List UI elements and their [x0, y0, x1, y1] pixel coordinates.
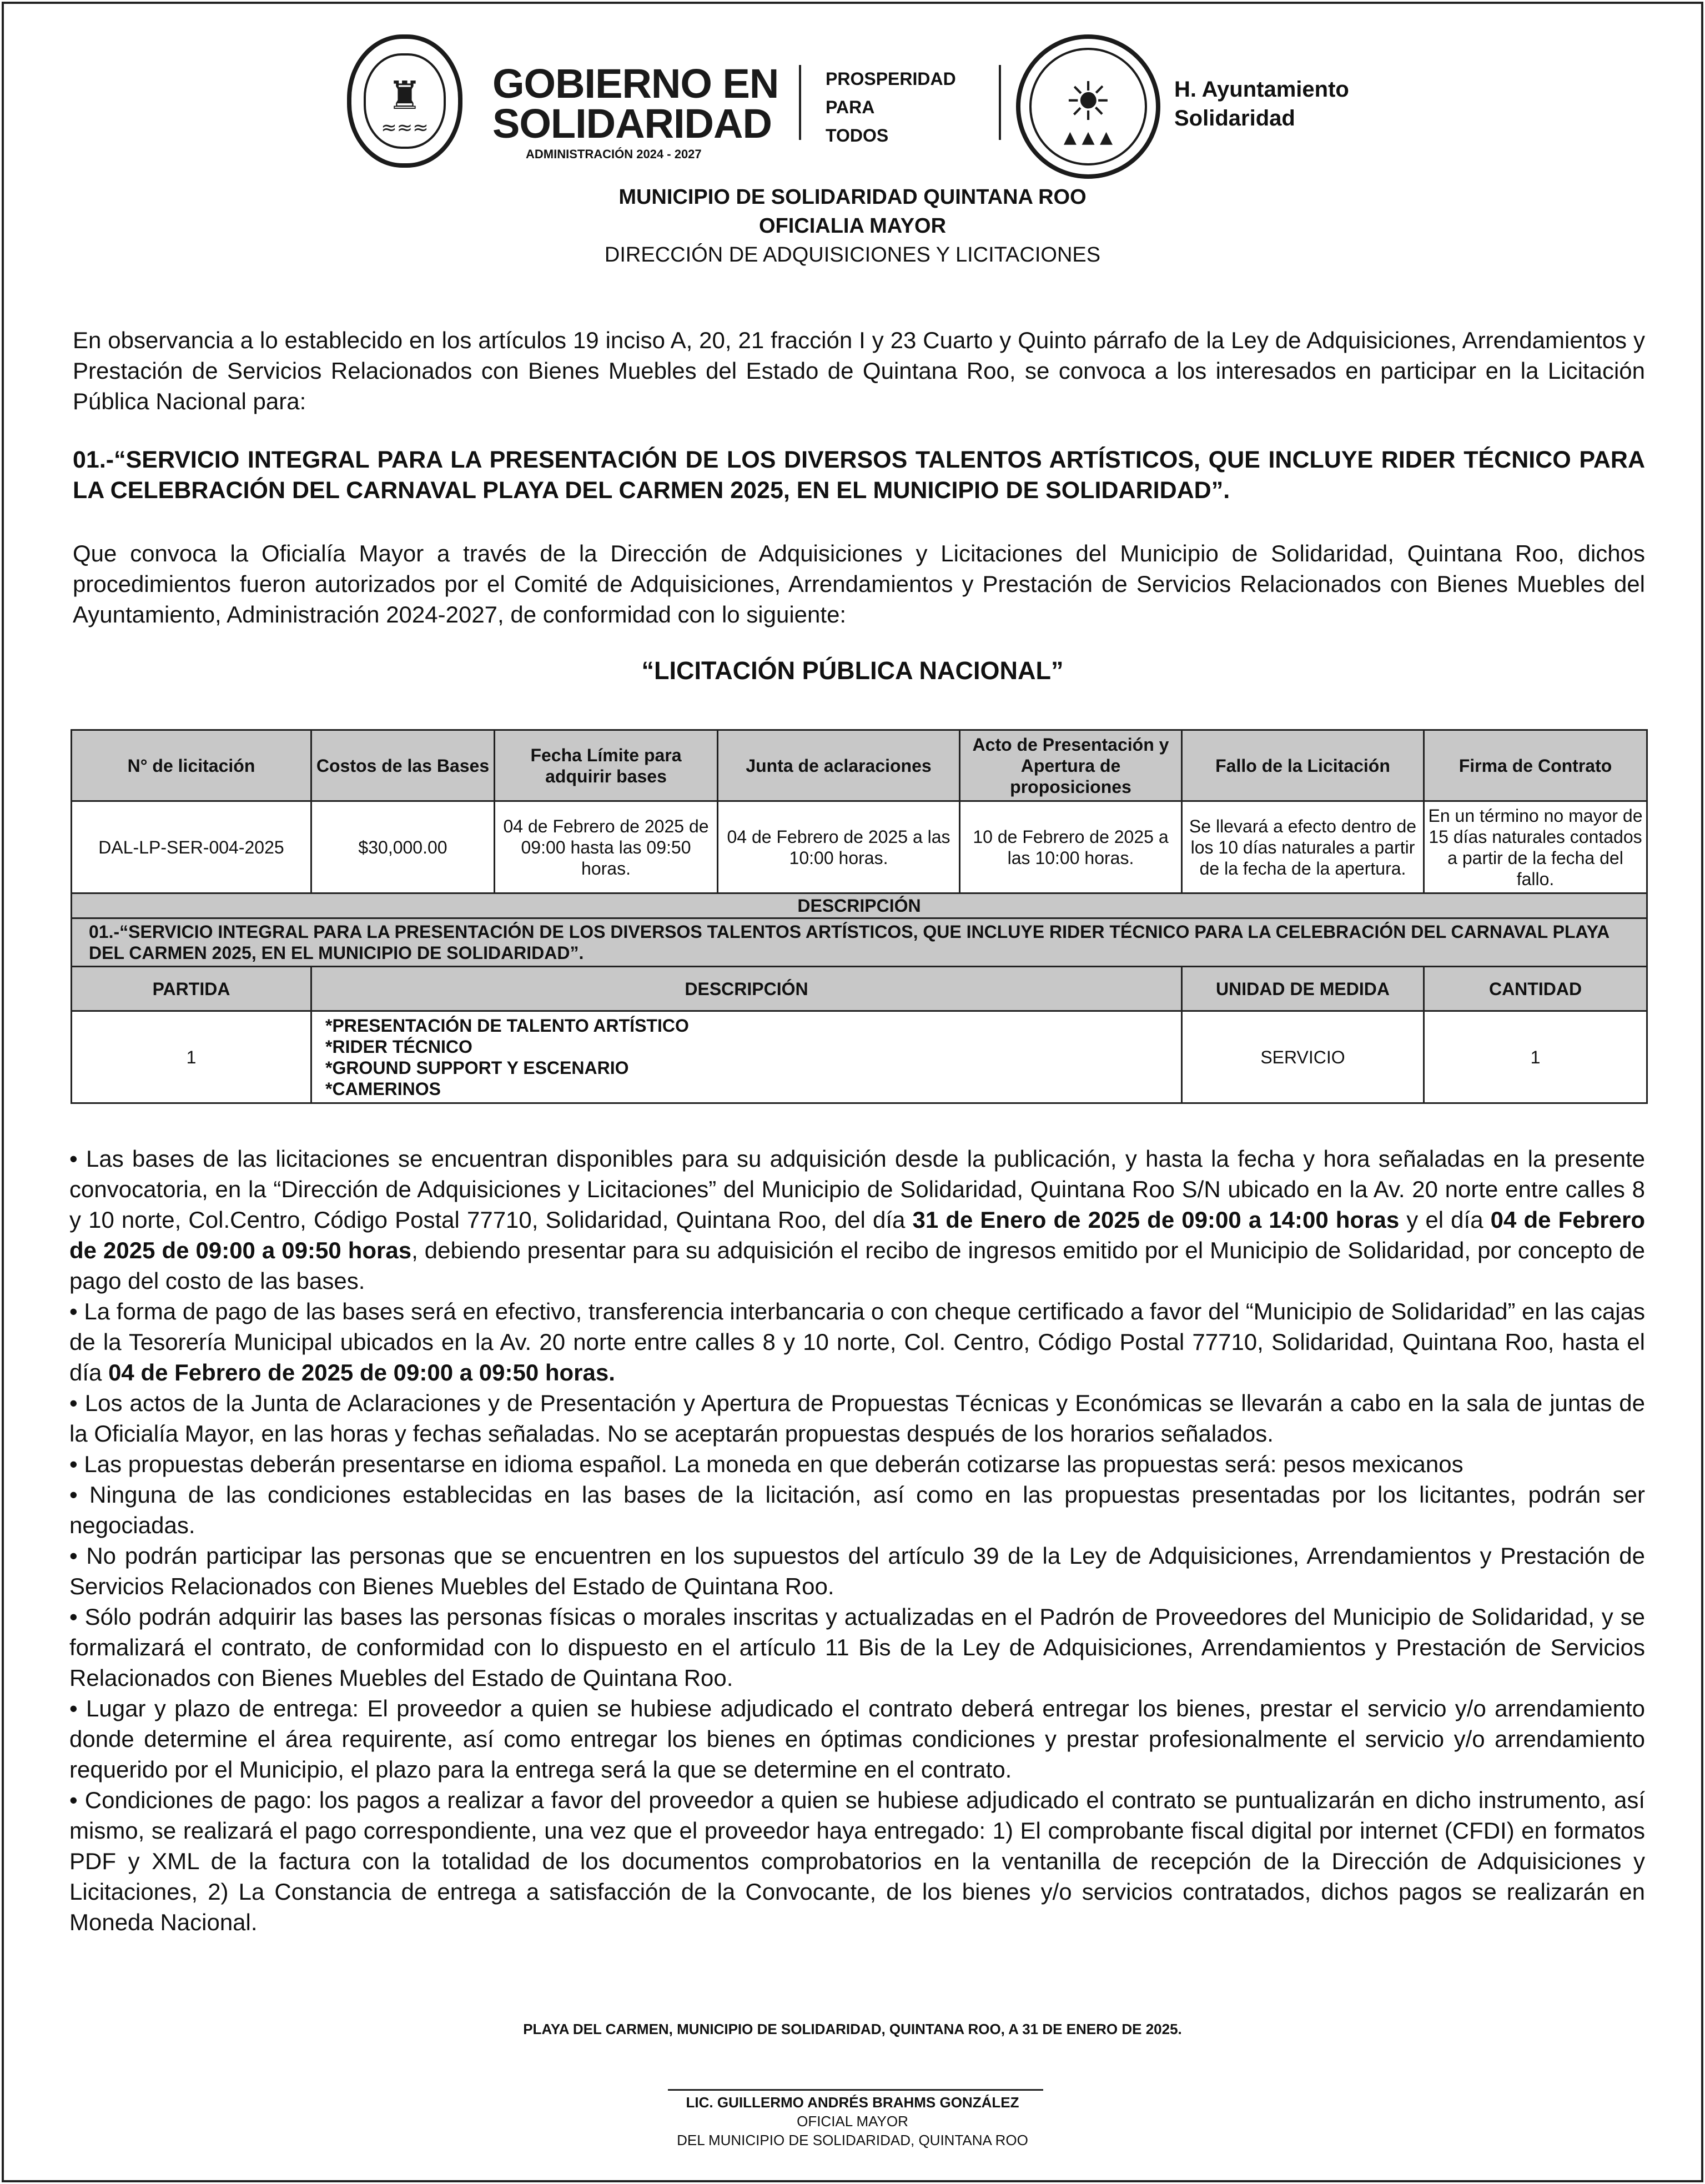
table-cell: 10 de Febrero de 2025 a las 10:00 horas. — [960, 801, 1182, 893]
list-item: • Las bases de las licitaciones se encuentran disponibles para su adquisición desde la publicación, y hasta la fecha y hora señaladas en la presente convocatoria, en la “Dirección de Adquisiciones y Licitaciones” del Municipio de Solidaridad, Quintana Roo S/N ubicado en la Av. 20 norte entre calles 8 y 10 norte, Col.Centro, Código Postal 77710, Solidaridad, Quintana Roo, del día 31 de Enero de 2025 de 09:00 a 14:00 horas y el día 04 de Febrero de 2025 de 09:00 a 09:50 horas, debiendo presentar para su adquisición el recibo de ingresos emitido por el Municipio de Solidaridad, por concepto de pago del costo de las bases. — [69, 1146, 1645, 1294]
unidad-cell: SERVICIO — [1182, 1011, 1424, 1103]
list-item: • Lugar y plazo de entrega: El proveedor a quien se hubiese adjudicado el contrato deberá entregar los bienes, prestar el servicio y/o arrendamiento donde determine el área requirente, así como entregar los bienes en óptimas condiciones y prestar profesionalmente el servicio y/o arrendamiento requerido por el Municipio, el plazo para la entrega será la que se determine en el contrato. — [69, 1695, 1645, 1783]
administration-period: ADMINISTRACIÓN 2024 - 2027 — [526, 147, 702, 161]
descripcion-label-row — [72, 893, 1647, 918]
ayuntamiento-seal-logo: ☀ ▲ ▲ ▲ — [1016, 34, 1160, 179]
municipal-coat-of-arms-logo: ♜ ≈≈≈ — [347, 34, 462, 168]
list-item: • Condiciones de pago: los pagos a realizar a favor del proveedor a quien se hubiese adjudicado el contrato se puntualizarán en dicho instrumento, así mismo, se realizará el pago correspondiente, una vez que el proveedor haya entregado: 1) El comprobante fiscal digital por internet (CFDI) en formatos PDF y XML de la factura con la totalidad de los documentos comprobatorios en la ventanilla de recepción de la Dirección de Adquisiciones y Licitaciones, 2) La Constancia de entrega a satisfacción de la Convocante, de los bienes y/o servicios contratados, dichos pagos se realizarán en Moneda Nacional. — [69, 1787, 1645, 1935]
header-cell: DESCRIPCIÓN — [311, 967, 1182, 1011]
table-cell: $30,000.00 — [311, 801, 495, 893]
divider — [799, 65, 801, 140]
convoca-paragraph: Que convoca la Oficialía Mayor a través de la Dirección de Adquisiciones y Licitaciones del Municipio de Solidaridad, Quintana Roo, dichos procedimientos fueron autorizados por el Comité de Adquisiciones, Arrendamientos y Prestación de Servicios Relacionados con Bienes Muebles del Ayuntamiento, Administración 2024-2027, de conformidad con lo siguiente: — [73, 540, 1645, 627]
signature-block — [4, 2093, 1701, 2150]
oficialia-heading: OFICIALIA MAYOR — [758, 214, 947, 238]
licitacion-heading: “LICITACIÓN PÚBLICA NACIONAL” — [641, 656, 1064, 685]
divider — [999, 65, 1001, 140]
table-cell: Se llevará a efecto dentro de los 10 días naturales a partir de la fecha de la apertura. — [1182, 801, 1424, 893]
document-headings — [4, 183, 1701, 269]
direccion-heading: DIRECCIÓN DE ADQUISICIONES Y LICITACIONES — [604, 243, 1101, 267]
list-item: • Los actos de la Junta de Aclaraciones y de Presentación y Apertura de Propuestas Técnicas y Económicas se llevarán a cabo en la sala de juntas de la Oficialía Mayor, en las horas y fechas señaladas. No se aceptarán propuestas después de los horarios señalados. — [69, 1390, 1645, 1447]
descripcion-label: DESCRIPCIÓN — [72, 893, 1647, 918]
partida-cell: 1 — [72, 1011, 311, 1103]
header-cell: Fallo de la Licitación — [1182, 730, 1424, 801]
table-cell: En un término no mayor de 15 días naturales contados a partir de la fecha del fallo. — [1424, 801, 1647, 893]
table-cell: DAL-LP-SER-004-2025 — [72, 801, 311, 893]
descripcion-text: 01.-“SERVICIO INTEGRAL PARA LA PRESENTACIÓN DE LOS DIVERSOS TALENTOS ARTÍSTICOS, QUE INCLUYE RIDER TÉCNICO PARA LA CELEBRACIÓN DEL CARNAVAL PLAYA DEL CARMEN 2025, EN EL MUNICIPIO DE SOLIDARIDAD”. — [72, 918, 1647, 967]
list-item: • Ninguna de las condiciones establecidas en las bases de la licitación, así como en las propuestas presentadas por los licitantes, podrán ser negociadas. — [69, 1482, 1645, 1538]
signature-line — [668, 2089, 1043, 2091]
table-cell: 04 de Febrero de 2025 a las 10:00 horas. — [718, 801, 960, 893]
cantidad-cell: 1 — [1424, 1011, 1647, 1103]
government-logo-title: GOBIERNO EN SOLIDARIDAD — [492, 61, 779, 147]
item-header-row — [72, 967, 1647, 1011]
place-date: PLAYA DEL CARMEN, MUNICIPIO DE SOLIDARIDAD, QUINTANA ROO, A 31 DE ENERO DE 2025. — [523, 2021, 1182, 2037]
header-cell: Acto de Presentación y Apertura de proposiciones — [960, 730, 1182, 801]
conditions-list — [69, 1143, 1645, 1937]
list-item: • Sólo podrán adquirir las bases las personas físicas o morales inscritas y actualizadas en el Padrón de Proveedores del Municipio de Solidaridad, y se formalizará el contrato, de conformidad con lo dispuesto en el artículo 11 Bis de la Ley de Adquisiciones, Arrendamientos y Prestación de Servicios Relacionados con Bienes Muebles del Estado de Quintana Roo. — [69, 1604, 1645, 1691]
table-header-row — [72, 730, 1647, 801]
header-cell: Junta de aclaraciones — [718, 730, 960, 801]
table-cell: 04 de Febrero de 2025 de 09:00 hasta las 09:50 horas. — [495, 801, 718, 893]
header-cell: N° de licitación — [72, 730, 311, 801]
signatory-name: LIC. GUILLERMO ANDRÉS BRAHMS GONZÁLEZ — [686, 2094, 1019, 2111]
slogan: PROSPERIDAD PARA TODOS — [826, 69, 956, 145]
bid-table — [71, 729, 1648, 1104]
header-cell: Fecha Límite para adquirir bases — [495, 730, 718, 801]
service-title: 01.-“SERVICIO INTEGRAL PARA LA PRESENTACIÓN DE LOS DIVERSOS TALENTOS ARTÍSTICOS, QUE INCLUYE RIDER TÉCNICO PARA LA CELEBRACIÓN DEL CARNAVAL PLAYA DEL CARMEN 2025, EN EL MUNICIPIO DE SOLIDARIDAD”. — [73, 446, 1645, 504]
signatory-title: OFICIAL MAYOR — [797, 2113, 908, 2130]
header-cell: Costos de las Bases — [311, 730, 495, 801]
header-cell: UNIDAD DE MEDIDA — [1182, 967, 1424, 1011]
item-row — [72, 1011, 1647, 1103]
header-cell: Firma de Contrato — [1424, 730, 1647, 801]
item-description-cell: *PRESENTACIÓN DE TALENTO ARTÍSTICO *RIDER TÉCNICO *GROUND SUPPORT Y ESCENARIO *CAMERINOS — [311, 1011, 1182, 1103]
municipio-heading: MUNICIPIO DE SOLIDARIDAD QUINTANA ROO — [618, 185, 1087, 209]
list-item: • La forma de pago de las bases será en efectivo, transferencia interbancaria o con cheque certificado a favor del “Municipio de Solidaridad” en las cajas de la Tesorería Municipal ubicados en la Av. 20 norte entre calles 8 y 10 norte, Col. Centro, Código Postal 77710, Solidaridad, Quintana Roo, hasta el día 04 de Febrero de 2025 de 09:00 a 09:50 horas. — [69, 1298, 1645, 1385]
list-item: • No podrán participar las personas que se encuentren en los supuestos del artículo 39 de la Ley de Adquisiciones, Arrendamientos y Prestación de Servicios Relacionados con Bienes Muebles del Estado de Quintana Roo. — [69, 1543, 1645, 1599]
intro-paragraph: En observancia a lo establecido en los artículos 19 inciso A, 20, 21 fracción I y 23 Cuarto y Quinto párrafo de la Ley de Adquisiciones, Arrendamientos y Prestación de Servicios Relacionados con Bienes Muebles del Estado de Quintana Roo, se convoca a los interesados en participar en la Licitación Pública Nacional para: — [73, 327, 1645, 414]
header — [4, 4, 1701, 170]
table-row — [72, 801, 1647, 893]
descripcion-text-row — [72, 918, 1647, 967]
document-page — [2, 2, 1703, 2182]
list-item: • Las propuestas deberán presentarse en idioma español. La moneda en que deberán cotizarse las propuestas será: pesos mexicanos — [69, 1451, 1463, 1477]
ayuntamiento-name: H. Ayuntamiento Solidaridad — [1174, 77, 1349, 130]
header-cell: PARTIDA — [72, 967, 311, 1011]
header-cell: CANTIDAD — [1424, 967, 1647, 1011]
signatory-org: DEL MUNICIPIO DE SOLIDARIDAD, QUINTANA ROO — [677, 2132, 1028, 2148]
